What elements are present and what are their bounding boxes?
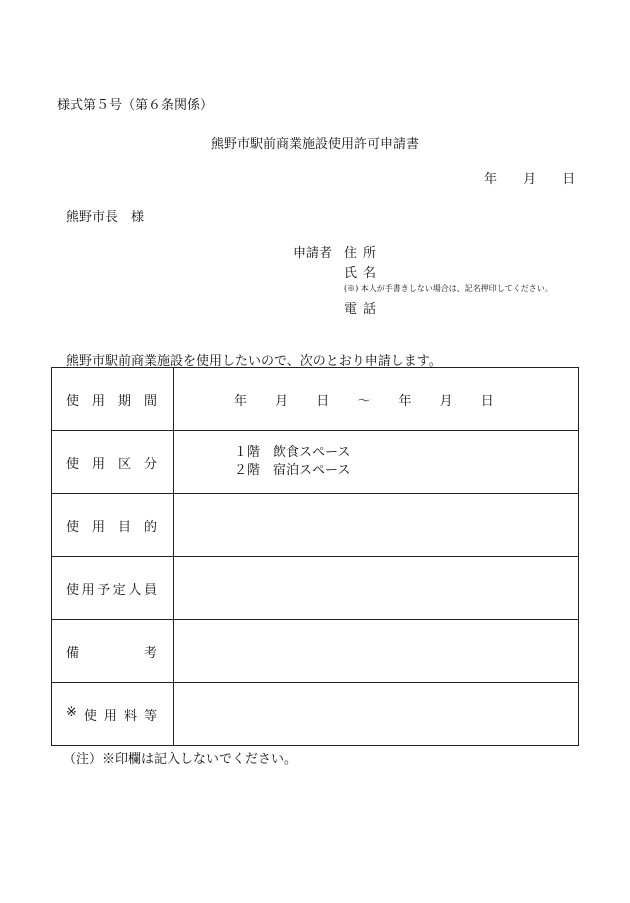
form-number: 様式第５号（第６条関係） bbox=[57, 98, 214, 113]
table-row bbox=[52, 494, 579, 557]
table-row bbox=[52, 557, 579, 620]
table-row bbox=[52, 683, 579, 746]
label-text: 使 用 区 分 bbox=[66, 456, 157, 472]
footnote: （注）※印欄は記入しないでください。 bbox=[63, 752, 298, 767]
applicant-label: 申請者 bbox=[293, 246, 333, 261]
label-period bbox=[52, 368, 174, 431]
label-fee bbox=[52, 683, 174, 746]
label-text: 使 用 予 定 人 員 bbox=[66, 582, 157, 598]
address-label: 住所 bbox=[344, 246, 383, 261]
remarks-field[interactable] bbox=[174, 620, 579, 683]
name-label: 氏名 bbox=[344, 266, 383, 281]
intro-text: 熊野市駅前商業施設を使用したいので、次のとおり申請します。 bbox=[66, 354, 442, 369]
label-headcount bbox=[52, 557, 174, 620]
date-line: 年 月 日 bbox=[484, 172, 576, 187]
category-option-1f: １階 飲食スペース bbox=[234, 445, 351, 460]
label-text: 使 用 期 間 bbox=[66, 393, 157, 409]
application-table bbox=[51, 367, 579, 746]
purpose-field[interactable] bbox=[174, 494, 579, 557]
period-value: 年 月 日 ～ 年 月 日 bbox=[234, 393, 494, 409]
page-title: 熊野市駅前商業施設使用許可申請書 bbox=[210, 137, 419, 152]
fee-field[interactable] bbox=[174, 683, 579, 746]
label-text: ※ 使 用 料 等 bbox=[66, 704, 157, 724]
category-field[interactable] bbox=[174, 431, 579, 494]
phone-label: 電話 bbox=[344, 302, 383, 317]
signature-note: (※) 本人が手書きしない場合は、記名押印してください。 bbox=[344, 284, 553, 293]
addressee: 熊野市長 様 bbox=[66, 210, 145, 225]
label-category bbox=[52, 431, 174, 494]
category-option-2f: ２階 宿泊スペース bbox=[234, 463, 351, 478]
label-purpose bbox=[52, 494, 174, 557]
table-row bbox=[52, 368, 579, 431]
table-row bbox=[52, 431, 579, 494]
table-row bbox=[52, 620, 579, 683]
period-field[interactable] bbox=[174, 368, 579, 431]
label-text: 備 考 bbox=[66, 645, 157, 661]
headcount-field[interactable] bbox=[174, 557, 579, 620]
label-remarks bbox=[52, 620, 174, 683]
label-text: 使 用 目 的 bbox=[66, 519, 157, 535]
